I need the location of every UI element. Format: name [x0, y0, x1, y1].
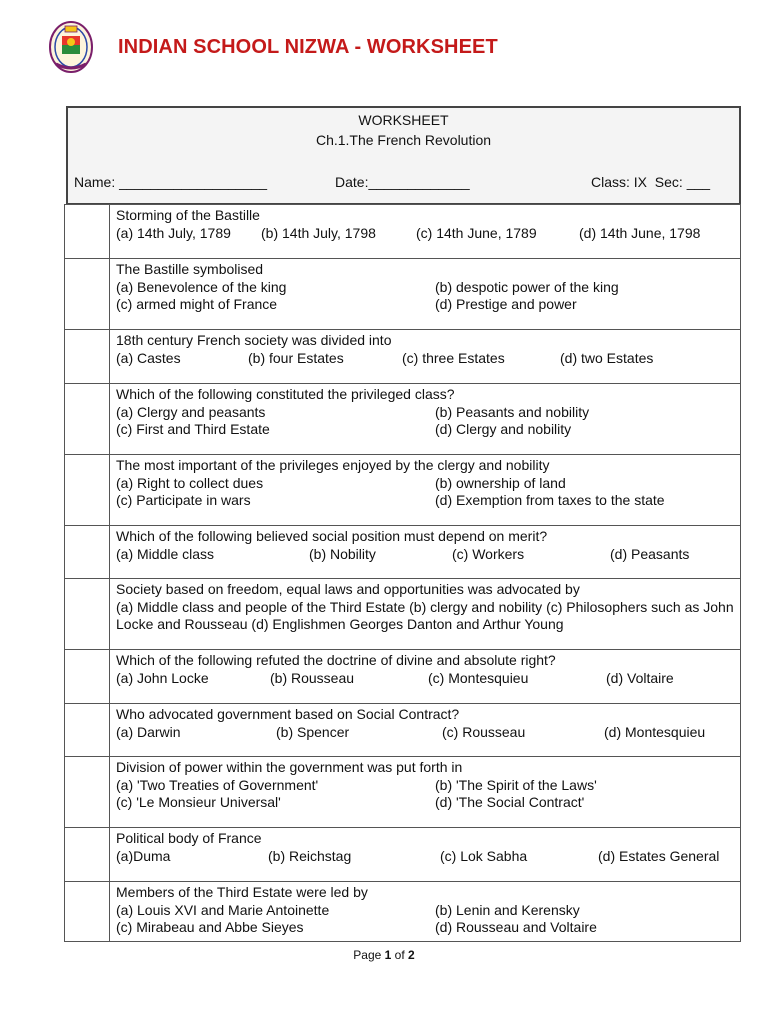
option-a: (a) Right to collect dues: [116, 474, 264, 491]
option-a: (a) 'Two Treaties of Government': [116, 776, 319, 793]
option-d: (d) Montesquieu: [604, 723, 706, 740]
question-text: Society based on freedom, equal laws and opportunities was advocated by: [116, 581, 580, 597]
question-number-cell: [65, 384, 110, 455]
question-text: Division of power within the government was put forth in: [116, 759, 463, 775]
question-cell: [110, 259, 741, 330]
name-field: Name: ___________________: [74, 174, 268, 190]
question-text: Members of the Third Estate were led by: [116, 884, 368, 900]
option-a: (a) Clergy and peasants: [116, 403, 266, 420]
of-word: of: [391, 948, 409, 962]
question-text: Political body of France: [116, 830, 262, 846]
option-c: (c) Workers: [452, 545, 525, 562]
question-number-cell: [65, 828, 110, 882]
question-text: Which of the following believed social position must depend on merit?: [116, 528, 548, 544]
question-row: [65, 579, 741, 650]
question-row: [65, 704, 741, 757]
question-cell: [110, 526, 741, 579]
question-cell: [110, 455, 741, 526]
option-d: (d) two Estates: [560, 349, 654, 366]
question-number-cell: [65, 704, 110, 757]
question-text: Storming of the Bastille: [116, 207, 260, 223]
question-cell: [110, 205, 741, 259]
option-a: (a) Castes: [116, 349, 181, 366]
option-c: (c) Montesquieu: [428, 669, 529, 686]
question-number-cell: [65, 205, 110, 259]
question-row: [65, 455, 741, 526]
option-c: (c) three Estates: [402, 349, 505, 366]
question-number-cell: [65, 526, 110, 579]
question-cell: [110, 330, 741, 384]
option-b: (b) ownership of land: [435, 474, 566, 491]
question-number-cell: [65, 330, 110, 384]
option-b: (b) Reichstag: [268, 847, 352, 864]
option-b: (b) four Estates: [248, 349, 344, 366]
question-number-cell: [65, 455, 110, 526]
option-d: (d) Exemption from taxes to the state: [435, 492, 665, 508]
class-section-field: Class: IX Sec: ___: [591, 174, 711, 190]
option-d: (d) Voltaire: [606, 669, 674, 686]
option-a: (a) Darwin: [116, 723, 181, 740]
option-c: (c) Participate in wars: [116, 492, 251, 508]
option-a: (a) Middle class: [116, 545, 215, 562]
option-a: (a) Benevolence of the king: [116, 278, 287, 295]
option-d: (d) 'The Social Contract': [435, 794, 585, 810]
school-title: INDIAN SCHOOL NIZWA - WORKSHEET: [118, 36, 498, 58]
option-a: (a)Duma: [116, 847, 171, 864]
questions-table: [64, 204, 741, 942]
option-c: (c) Mirabeau and Abbe Sieyes: [116, 919, 304, 935]
question-text: Who advocated government based on Social Contract?: [116, 706, 460, 722]
option-a: (a) 14th July, 1789: [116, 224, 231, 241]
question-row: [65, 828, 741, 882]
option-c: (c) Rousseau: [442, 723, 526, 740]
question-text: The Bastille symbolised: [116, 261, 264, 277]
option-b: (b) 'The Spirit of the Laws': [435, 776, 597, 793]
question-text: The most important of the privileges enjoyed by the clergy and nobility: [116, 457, 550, 473]
option-b: (b) Lenin and Kerensky: [435, 901, 580, 918]
question-cell: [110, 757, 741, 828]
question-cell: [110, 579, 741, 650]
question-cell: [110, 828, 741, 882]
option-c: (c) First and Third Estate: [116, 421, 270, 437]
question-row: [65, 330, 741, 384]
question-number-cell: [65, 650, 110, 704]
total-pages: 2: [408, 948, 415, 962]
question-number-cell: [65, 259, 110, 330]
question-row: [65, 526, 741, 579]
options-text: (a) Middle class and people of the Third Estate (b) clergy and nobility (c) Philosophers such as John Locke and Rousseau (d) Englishmen Georges Danton and Arthur Young: [116, 598, 734, 632]
option-c: (c) armed might of France: [116, 296, 278, 312]
option-b: (b) Spencer: [276, 723, 350, 740]
option-d: (d) Peasants: [610, 545, 690, 562]
option-d: (d) Prestige and power: [435, 296, 577, 312]
question-number-cell: [65, 757, 110, 828]
question-row: [65, 882, 741, 942]
worksheet-header-box: [66, 106, 741, 204]
option-a: (a) Louis XVI and Marie Antoinette: [116, 901, 330, 918]
question-row: [65, 384, 741, 455]
question-row: [65, 650, 741, 704]
question-row: [65, 259, 741, 330]
option-b: (b) Rousseau: [270, 669, 355, 686]
option-b: (b) despotic power of the king: [435, 278, 619, 295]
question-number-cell: [65, 882, 110, 942]
question-text: 18th century French society was divided into: [116, 332, 392, 348]
option-c: (c) Lok Sabha: [440, 847, 528, 864]
school-crest-logo: [48, 20, 94, 74]
question-number-cell: [65, 579, 110, 650]
question-text: Which of the following constituted the privileged class?: [116, 386, 455, 402]
option-a: (a) John Locke: [116, 669, 209, 686]
date-field: Date:_____________: [335, 174, 470, 190]
option-d: (d) Clergy and nobility: [435, 421, 572, 437]
option-d: (d) Estates General: [598, 847, 720, 864]
option-c: (c) 14th June, 1789: [416, 224, 537, 241]
page-footer: [0, 948, 768, 962]
option-c: (c) 'Le Monsieur Universal': [116, 794, 281, 810]
question-row: [65, 757, 741, 828]
question-cell: [110, 384, 741, 455]
question-cell: [110, 650, 741, 704]
option-b: (b) Nobility: [309, 545, 376, 562]
worksheet-title: WORKSHEET: [358, 112, 449, 128]
question-text: Which of the following refuted the doctrine of divine and absolute right?: [116, 652, 556, 668]
question-cell: [110, 882, 741, 942]
option-d: (d) Rousseau and Voltaire: [435, 919, 597, 935]
option-d: (d) 14th June, 1798: [579, 224, 701, 241]
option-b: (b) Peasants and nobility: [435, 403, 590, 420]
current-page: 1: [384, 948, 392, 962]
question-cell: [110, 704, 741, 757]
option-b: (b) 14th July, 1798: [261, 224, 376, 241]
worksheet-subtitle: Ch.1.The French Revolution: [315, 132, 492, 148]
question-row: [65, 205, 741, 259]
page-word: Page: [353, 948, 385, 962]
